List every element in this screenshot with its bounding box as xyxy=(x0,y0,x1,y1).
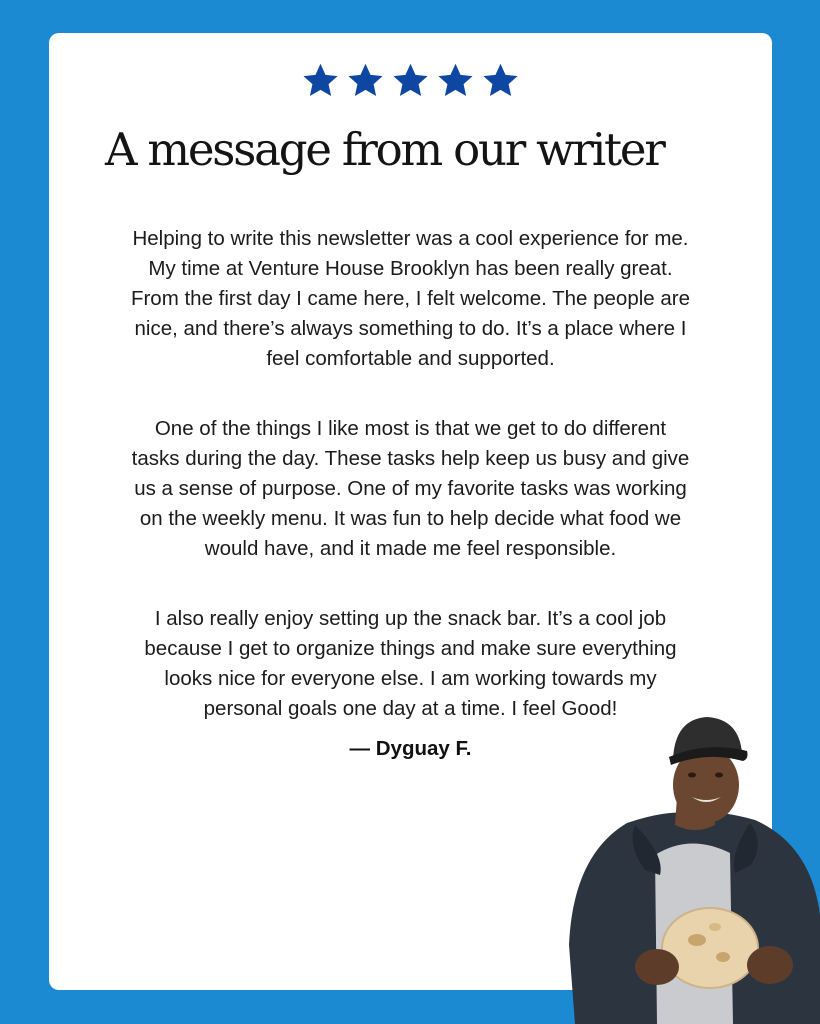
text-line: From the first day I came here, I felt welcome. The people are xyxy=(130,287,691,310)
star-icon xyxy=(437,63,474,98)
text-line: because I get to organize things and make sure everything xyxy=(144,637,677,660)
text-line: I also really enjoy setting up the snack bar. It’s a cool job xyxy=(154,607,667,630)
text-line: nice, and there’s always something to do. It’s a place where I xyxy=(134,317,687,340)
text-line: personal goals one day at a time. I feel Good! xyxy=(203,697,618,720)
text-line: tasks during the day. These tasks help keep us busy and give xyxy=(131,447,690,470)
paragraph xyxy=(71,224,750,374)
paragraph xyxy=(71,414,750,564)
star-icon xyxy=(302,63,339,98)
text-line: feel comfortable and supported. xyxy=(266,347,555,370)
star-rating xyxy=(49,63,772,98)
text-line: One of the things I like most is that we get to do different xyxy=(154,417,667,440)
text-line: on the weekly menu. It was fun to help decide what food we xyxy=(139,507,682,530)
text-line: us a sense of purpose. One of my favorite tasks was working xyxy=(134,477,687,500)
star-icon xyxy=(392,63,429,98)
star-icon xyxy=(482,63,519,98)
star-icon xyxy=(347,63,384,98)
page-title: A message from our writer xyxy=(105,123,664,176)
text-line: Helping to write this newsletter was a cool experience for me. xyxy=(132,227,689,250)
text-line: looks nice for everyone else. I am working towards my xyxy=(164,667,657,690)
writer-photo xyxy=(565,705,820,1024)
text-line: would have, and it made me feel responsible. xyxy=(204,537,617,560)
signature: — Dyguay F. xyxy=(349,737,472,760)
text-line: My time at Venture House Brooklyn has been really great. xyxy=(148,257,673,280)
